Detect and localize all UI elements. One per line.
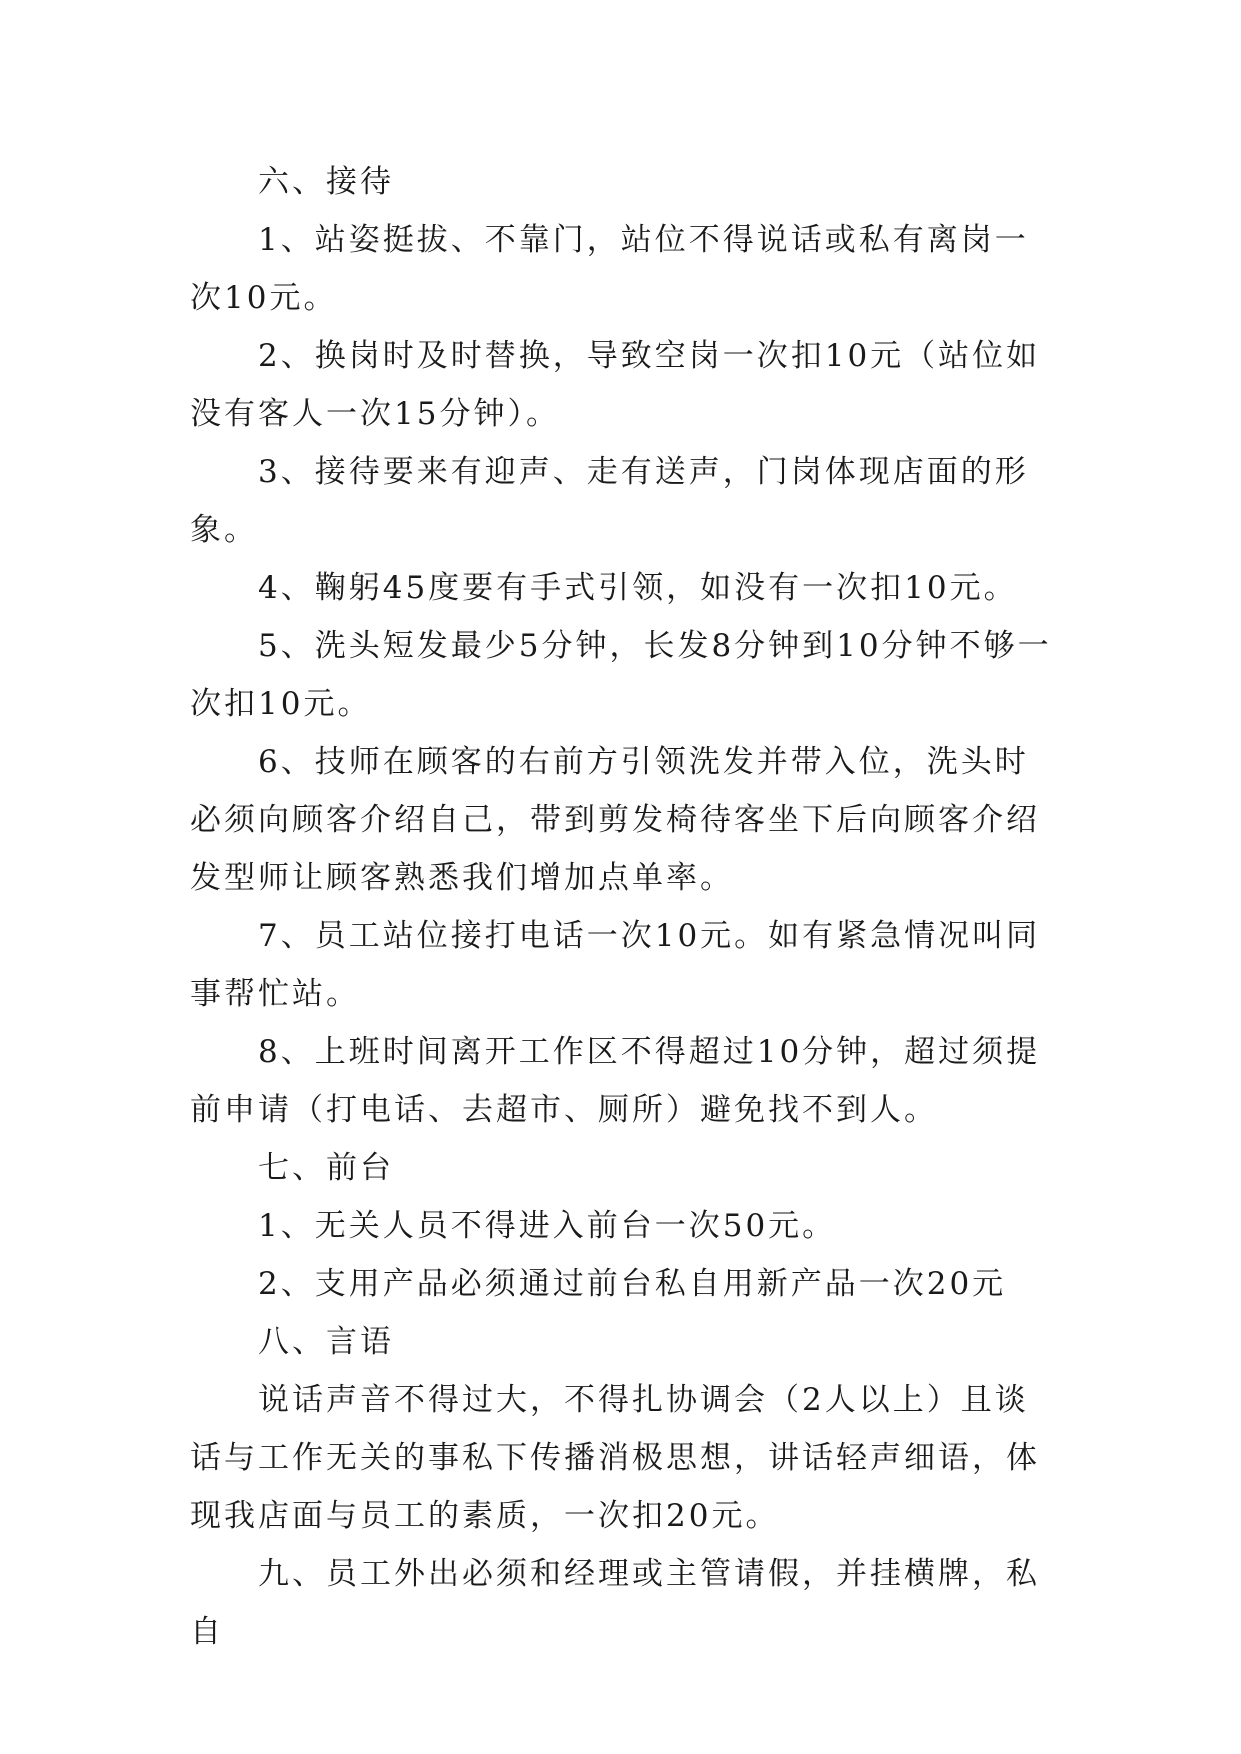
document-body: [190, 153, 1060, 1661]
paragraph-section-nine: 九、员工外出必须和经理或主管请假，并挂横牌，私自: [190, 1556, 1040, 1650]
paragraph-rule-7: 7、员工站位接打电话一次10元。如有紧急情况叫同事帮忙站。: [190, 918, 1041, 1012]
paragraph-rule-6: 6、技师在顾客的右前方引领洗发并带入位，洗头时必须向顾客介绍自己，带到剪发椅待客坐下后向顾客介绍发型师让顾客熟悉我们增加点单率。: [190, 744, 1040, 896]
paragraph-rule-4: 4、鞠躬45度要有手式引领，如没有一次扣10元。: [258, 570, 1018, 606]
section-heading-reception: 六、接待: [258, 164, 394, 200]
paragraph-rule-8: 8、上班时间离开工作区不得超过10分钟，超过须提前申请（打电话、去超市、厕所）避免找不到人。: [190, 1034, 1041, 1128]
section-heading-front-desk: 七、前台: [258, 1150, 394, 1186]
paragraph-rule-5: 5、洗头短发最少5分钟，长发8分钟到10分钟不够一次扣10元。: [190, 628, 1052, 722]
paragraph-front-desk-rule-2: 2、支用产品必须通过前台私自用新产品一次20元: [258, 1266, 1007, 1302]
paragraph-rule-2: 2、换岗时及时替换，导致空岗一次扣10元（站位如没有客人一次15分钟）。: [190, 338, 1041, 432]
paragraph-rule-1: 1、站姿挺拔、不靠门，站位不得说话或私有离岗一次10元。: [190, 222, 1029, 316]
paragraph-front-desk-rule-1: 1、无关人员不得进入前台一次50元。: [258, 1208, 837, 1244]
paragraph-rule-3: 3、接待要来有迎声、走有送声，门岗体现店面的形象。: [190, 454, 1029, 548]
section-heading-speech: 八、言语: [258, 1324, 394, 1360]
paragraph-speech-rule: 说话声音不得过大，不得扎协调会（2人以上）且谈话与工作无关的事私下传播消极思想，讲话轻声细语，体现我店面与员工的素质，一次扣20元。: [190, 1382, 1040, 1534]
